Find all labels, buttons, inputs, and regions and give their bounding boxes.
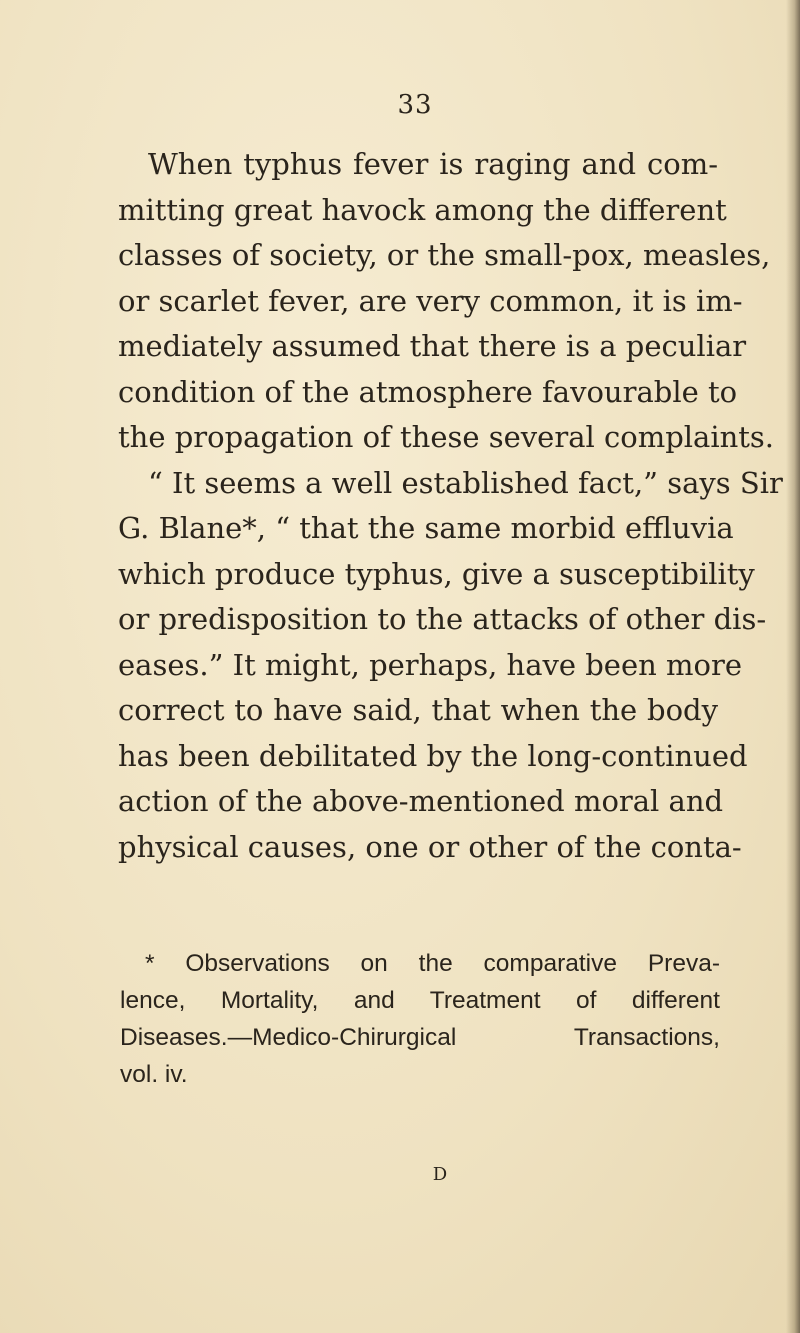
signature-mark: D: [432, 1164, 448, 1185]
text-line: “ It seems a well established fact,” says Sir: [148, 465, 783, 500]
page-edge-shadow: [786, 0, 800, 1333]
text-line: action of the above-mentioned moral and: [118, 784, 724, 818]
footnote-line: vol. iv.: [120, 1061, 188, 1088]
text-line: classes of society, or the small-pox, measles,: [118, 238, 771, 272]
text-line: mediately assumed that there is a peculiar: [118, 329, 747, 363]
text-line: physical causes, one or other of the conta-: [118, 829, 742, 864]
text-line: the propagation of these several complaints.: [118, 420, 775, 454]
text-line: or scarlet fever, are very common, it is im-: [118, 283, 743, 318]
text-line: mitting great havock among the different: [118, 192, 727, 227]
text-line: has been debilitated by the long-continued: [118, 738, 748, 773]
text-line: G. Blane*, “ that the same morbid effluvia: [118, 511, 734, 545]
footnote-line: Diseases.—Medico-Chirurgical Transactions,: [120, 1024, 720, 1051]
text-line: correct to have said, that when the body: [118, 693, 718, 727]
footnote-line: * Observations on the comparative Preva-: [145, 950, 720, 977]
footnote: [120, 945, 720, 1093]
text-line: or predisposition to the attacks of other dis-: [118, 602, 767, 636]
text-line: condition of the atmosphere favourable to: [118, 374, 738, 409]
footnote-line: lence, Mortality, and Treatment of different: [120, 987, 720, 1014]
text-line: which produce typhus, give a susceptibility: [118, 556, 755, 591]
main-text: [118, 142, 783, 870]
text-line: eases.” It might, perhaps, have been more: [118, 647, 743, 682]
text-line: When typhus fever is raging and com-: [148, 147, 718, 181]
page-number: 33: [397, 90, 433, 120]
